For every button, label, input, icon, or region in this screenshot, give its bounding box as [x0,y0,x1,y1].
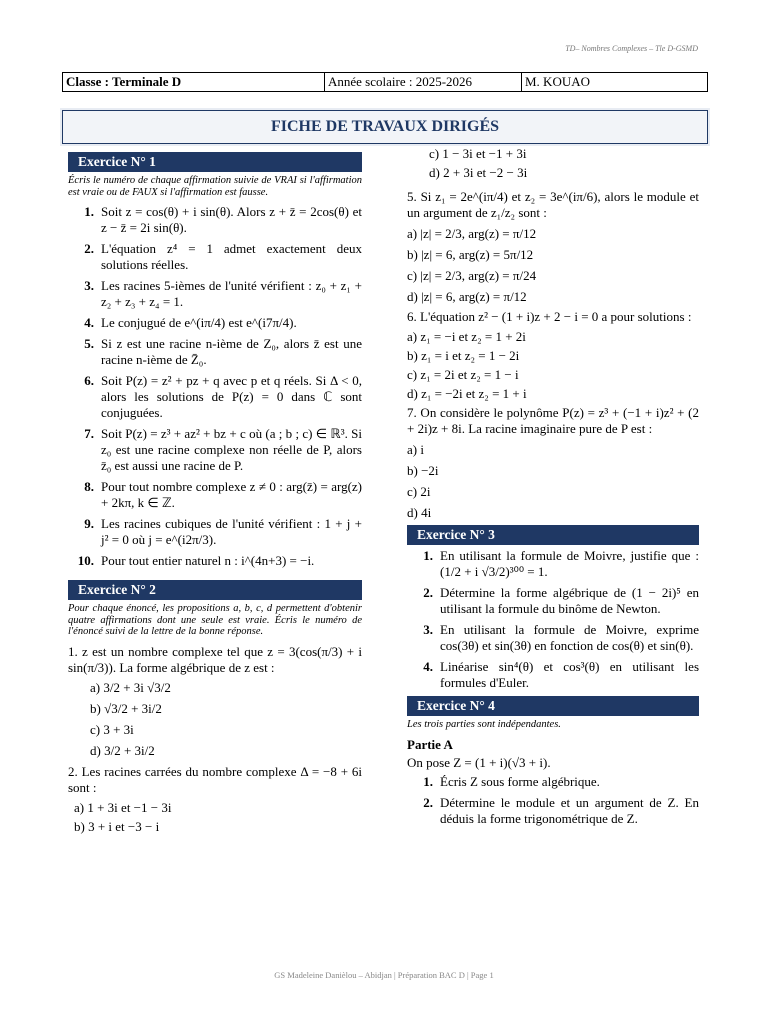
ex2-q7-opt-c: c) 2i [407,484,431,499]
info-table [62,72,708,92]
item-number: 9. [84,516,94,531]
item-number: 2. [423,794,433,810]
list-item [68,479,362,511]
ex2-q2-opt-b: b) 3 + i et −3 − i [74,818,160,834]
list-item [68,204,362,236]
teacher-cell: M. KOUAO [522,73,708,92]
list-item [68,426,362,474]
ex2-q1-opt-b: b) √3/2 + 3i/2 [90,700,162,716]
list-item [68,516,362,548]
ex2-q1: 1. z est un nombre complexe tel que z = 3(cos(π/3) + i sin(π/3)). La forme algébrique de z est : [68,643,362,675]
item-number: 1. [423,773,433,789]
list-item [407,622,699,654]
item-text: En utilisant la formule de Moivre, exprime cos(3θ) et sin(3θ) en fonction de cos(θ) et sin(θ). [440,622,699,653]
ex2-q7-opt-b: b) −2i [407,463,439,478]
item-text: Écris Z sous forme algébrique. [440,773,600,789]
item-number: 6. [84,373,94,388]
ex1-heading: Exercice N° 1 [68,152,362,172]
ex2-q5-opt-b: b) |z| = 6, arg(z) = 5π/12 [407,247,534,262]
item-number: 5. [84,336,94,351]
ex4-list [407,774,699,827]
item-text: Détermine la forme algébrique de (1 − 2i)⁵ en utilisant la formule du binôme de Newton. [440,585,699,616]
item-text: Pour tout entier naturel n : i^(4n+3) = −i. [101,553,315,568]
ex2-q5-opt-c: c) |z| = 2/3, arg(z) = π/24 [407,268,537,283]
ex2-q5-opt-d: d) |z| = 6, arg(z) = π/12 [407,289,527,304]
item-text: L'équation z⁴ = 1 admet exactement deux solutions réelles. [101,241,362,272]
right-column [407,146,699,832]
list-item [407,548,699,580]
class-cell: Classe : Terminale D [63,73,325,92]
item-number: 3. [84,278,94,293]
item-number: 2. [423,585,433,600]
ex4-instruction: Les trois parties sont indépendantes. [407,719,561,730]
ex2-q1-opt-a: a) 3/2 + 3i √3/2 [90,679,171,695]
item-text: Le conjugué de e^(iπ/4) est e^(i7π/4). [101,315,297,330]
item-text: Détermine le module et un argument de Z. En déduis la forme trigonométrique de Z. [440,794,699,826]
list-item [68,336,362,368]
item-number: 4. [84,315,94,330]
item-text: Les racines 5-ièmes de l'unité vérifient : z₀ + z₁ + z₂ + z₃ + z₄ = 1. [101,278,362,309]
ex1-list [68,204,362,569]
year-cell: Année scolaire : 2025-2026 [325,73,522,92]
ex3-heading: Exercice N° 3 [407,525,699,545]
item-number: 8. [84,479,94,494]
item-number: 2. [84,241,94,256]
ex2-q7: 7. On considère le polynôme P(z) = z³ + (−1 + i)z² + (2 + 2i)z + 8i. La racine imaginaire pure de P est : [407,405,699,436]
item-text: Pour tout nombre complexe z ≠ 0 : arg(z̄) = arg(z) + 2kπ, k ∈ ℤ. [101,479,362,510]
ex2-q6-opt-b: b) z₁ = i et z₂ = 1 − 2i [407,348,520,363]
list-item [407,795,699,827]
item-number: 7. [84,426,94,441]
ex4-part-a: Partie A [407,736,453,752]
ex2-q7-opt-d: d) 4i [407,505,432,520]
list-item [407,585,699,617]
ex2-q1-opt-d: d) 3/2 + 3i/2 [90,742,155,758]
ex4-intro: On pose Z = (1 + i)(√3 + i). [407,754,551,770]
item-text: Soit P(z) = z³ + az² + bz + c où (a ; b ; c) ∈ ℝ³. Si z₀ est une racine complexe non réelle de P, alors z̄₀ est aussi une racine de P. [101,426,362,473]
item-text: Si z est une racine n-ième de Z₀, alors z̄ est une racine n-ième de Z̄₀. [101,336,362,367]
item-text: Linéarise sin⁴(θ) et cos³(θ) en utilisant les formules d'Euler. [440,659,699,690]
item-number: 3. [423,622,433,637]
item-text: Soit P(z) = z² + pz + q avec p et q réels. Si Δ < 0, alors les solutions de P(z) = 0 dans ℂ sont conjuguées. [101,373,362,420]
item-number: 1. [423,548,433,563]
item-text: Soit z = cos(θ) + i sin(θ). Alors z + z̄ = 2cos(θ) et z − z̄ = 2i sin(θ). [101,204,362,235]
ex4-heading: Exercice N° 4 [407,696,699,716]
item-text: Les racines cubiques de l'unité vérifient : 1 + j + j² = 0 où j = e^(i2π/3). [101,516,362,547]
ex2-q5: 5. Si z₁ = 2e^(iπ/4) et z₂ = 3e^(iπ/6), alors le module et un argument de z₁/z₂ sont : [407,189,699,220]
ex1-instruction: Écris le numéro de chaque affirmation suivie de VRAI si l'affirmation est vraie ou de FAUX si l'affirmation est fausse. [68,175,362,198]
header-note: TD– Nombres Complexes – Tle D-GSMD [565,44,698,53]
item-number: 1. [84,204,94,219]
ex2-q2-opt-c: c) 1 − 3i et −1 + 3i [429,146,527,161]
ex2-q1-opt-c: c) 3 + 3i [90,721,134,737]
page-footer: GS Madeleine Danièlou – Abidjan | Préparation BAC D | Page 1 [274,970,494,980]
item-number: 4. [423,659,433,674]
page-title: FICHE DE TRAVAUX DIRIGÉS [62,110,708,144]
ex2-q2-opt-a: a) 1 + 3i et −1 − 3i [74,799,172,815]
list-item [68,278,362,310]
list-item [68,373,362,421]
list-item [68,241,362,273]
ex2-q7-opt-a: a) i [407,442,424,457]
list-item [407,659,699,691]
ex2-q5-opt-a: a) |z| = 2/3, arg(z) = π/12 [407,226,537,241]
list-item [407,774,699,790]
ex2-q6-opt-a: a) z₁ = −i et z₂ = 1 + 2i [407,329,526,344]
ex2-heading: Exercice N° 2 [68,580,362,600]
list-item [68,553,362,569]
ex2-instruction: Pour chaque énoncé, les propositions a, b, c, d permettent d'obtenir quatre affirmations dont une seule est vraie. Écris le numéro de l'énoncé suivi de la lettre de la bonne réponse. [68,603,362,637]
item-number: 10. [77,553,94,568]
ex2-q2: 2. Les racines carrées du nombre complexe Δ = −8 + 6i sont : [68,763,362,795]
ex3-list [407,548,699,691]
item-text: En utilisant la formule de Moivre, justifie que : (1/2 + i √3/2)³⁰⁰ = 1. [440,548,699,579]
ex2-q6: 6. L'équation z² − (1 + i)z + 2 − i = 0 a pour solutions : [407,309,692,324]
ex2-q6-opt-d: d) z₁ = −2i et z₂ = 1 + i [407,386,527,401]
ex2-q2-opt-d: d) 2 + 3i et −2 − 3i [429,165,528,180]
ex2-q6-opt-c: c) z₁ = 2i et z₂ = 1 − i [407,367,519,382]
left-column [68,152,362,838]
list-item [68,315,362,331]
